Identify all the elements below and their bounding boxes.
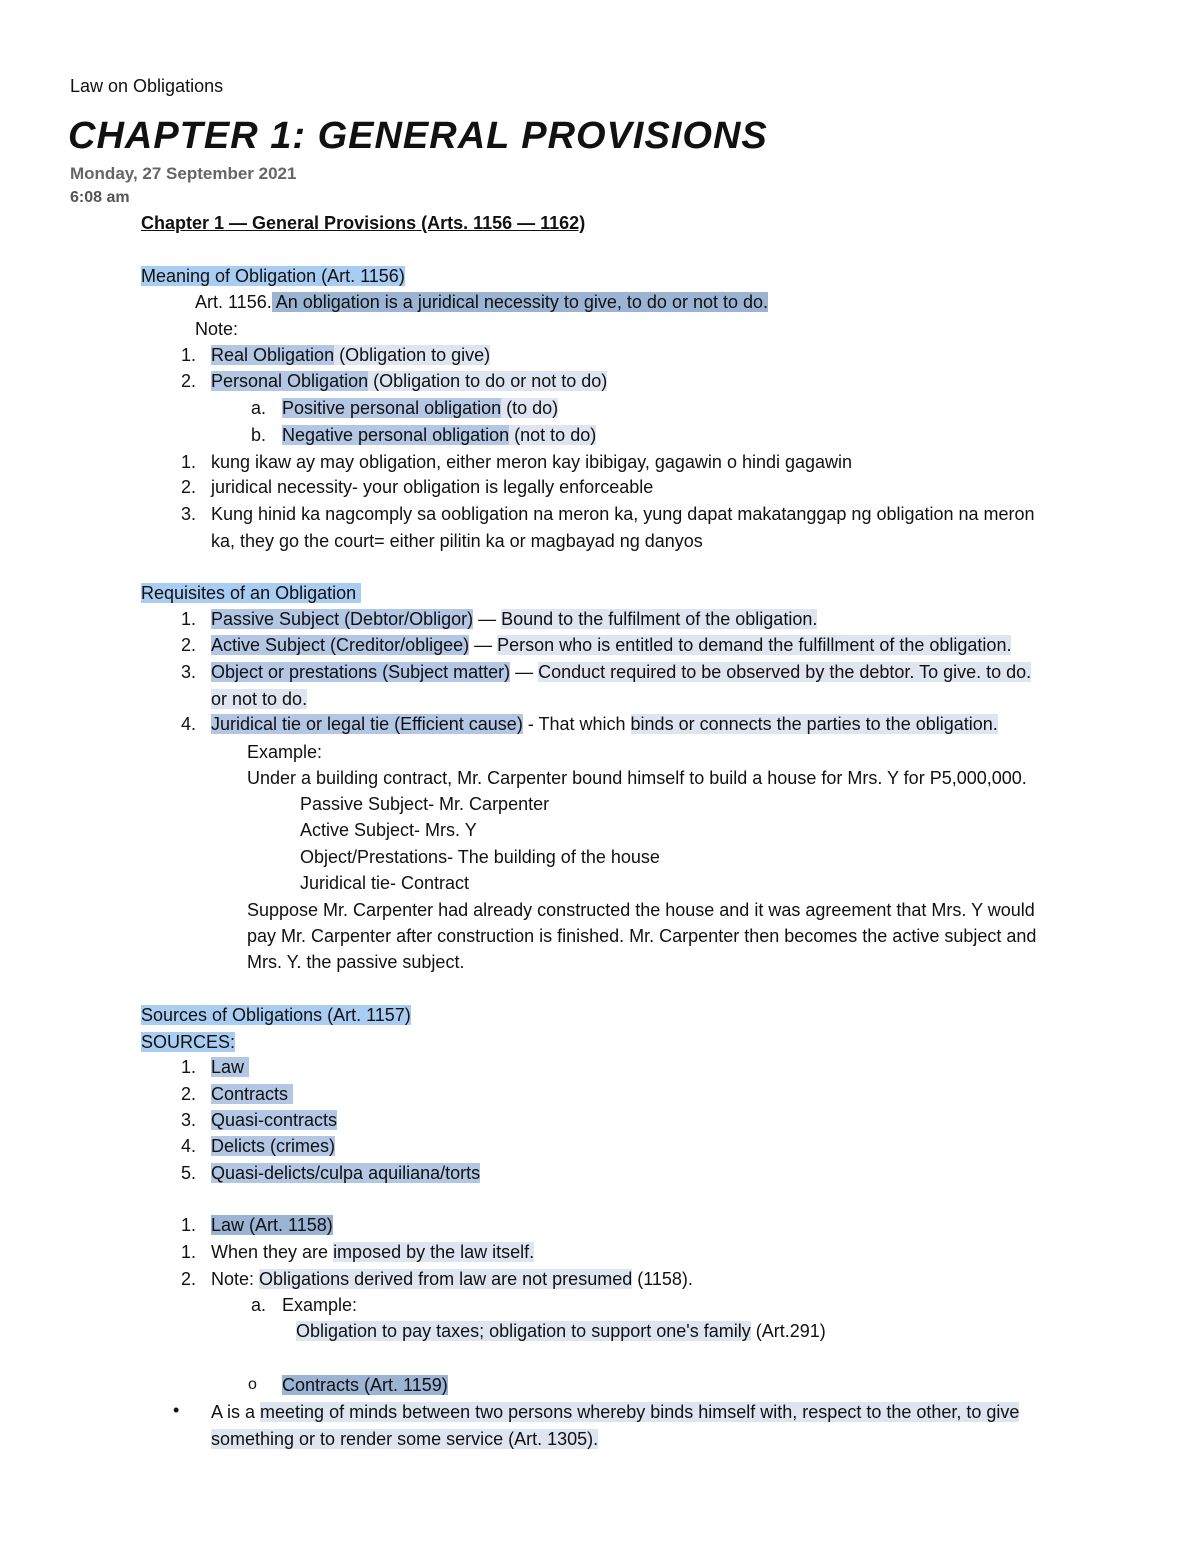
meaning-heading: Meaning of Obligation (Art. 1156): [141, 266, 405, 286]
example-part: Object/Prestations- The building of the house: [300, 847, 660, 867]
list-item: Passive Subject (Debtor/Obligor) — Bound to the fulfilment of the obligation.: [211, 609, 818, 629]
list-item: Active Subject (Creditor/obligee) — Person who is entitled to demand the fulfillment of the obligation.: [211, 635, 1012, 655]
list-item: Real Obligation (Obligation to give): [211, 345, 491, 365]
list-item-continuation: ka, they go the court= either pilitin ka or magbayad ng danyos: [211, 531, 703, 551]
list-letter: a.: [250, 1295, 266, 1315]
time-stamp: 6:08 am: [70, 189, 130, 206]
list-item: Quasi-contracts: [211, 1110, 338, 1130]
list-item: When they are imposed by the law itself.: [211, 1242, 535, 1262]
list-number: 1.: [180, 452, 196, 472]
list-item: Object or prestations (Subject matter) — Conduct required to be observed by the debtor. To give. to do.: [211, 662, 1032, 682]
list-item: Juridical tie or legal tie (Efficient cause) - That which binds or connects the parties to the obligation.: [211, 714, 998, 734]
contracts-definition: A is a meeting of minds between two persons whereby binds himself with, respect to the other, to give: [211, 1402, 1020, 1422]
list-item: juridical necessity- your obligation is legally enforceable: [211, 477, 654, 497]
list-number: 3.: [180, 1110, 196, 1130]
list-item: Contracts: [211, 1082, 293, 1106]
section-heading-requisites: Requisites of an Obligation: [141, 581, 361, 605]
list-item: Personal Obligation (Obligation to do or not to do): [211, 371, 608, 391]
list-item: Note: Obligations derived from law are not presumed (1158).: [211, 1269, 693, 1289]
list-number: 3.: [180, 662, 196, 682]
law-heading: Law (Art. 1158): [211, 1215, 333, 1235]
list-number: 2.: [180, 635, 196, 655]
list-number: 2.: [180, 1084, 196, 1104]
list-item: Delicts (crimes): [211, 1136, 335, 1156]
list-number: 2.: [180, 1269, 196, 1289]
list-number: 4.: [180, 714, 196, 734]
list-number: 2.: [180, 477, 196, 497]
note-label: Note:: [195, 319, 239, 339]
list-item: Law: [211, 1055, 249, 1079]
suppose-text: pay Mr. Carpenter after construction is finished. Mr. Carpenter then becomes the active subject and: [247, 926, 1037, 946]
bullet-icon: •: [173, 1400, 180, 1420]
article-prefix: Art. 1156.: [195, 292, 272, 312]
section-heading-meaning: [141, 264, 405, 288]
list-item: Positive personal obligation (to do): [282, 398, 559, 418]
list-number: 1.: [180, 1215, 196, 1235]
list-item: Negative personal obligation (not to do): [282, 425, 597, 445]
contracts-definition-cont: something or to render some service (Art. 1305).: [211, 1429, 599, 1449]
list-number: 1.: [180, 1242, 196, 1262]
document-header: Law on Obligations: [70, 76, 224, 96]
contracts-heading: Contracts (Art. 1159): [282, 1375, 448, 1395]
list-number: 5.: [180, 1163, 196, 1183]
list-number: 3.: [180, 504, 196, 524]
section-heading-sources: Sources of Obligations (Art. 1157): [141, 1005, 411, 1025]
article-text: An obligation is a juridical necessity to give, to do or not to do.: [271, 292, 769, 312]
example-label: Example:: [247, 742, 323, 762]
article-1156: [195, 290, 768, 314]
page-title: CHAPTER 1: GENERAL PROVISIONS: [68, 115, 768, 157]
circle-bullet-icon: o: [248, 1376, 257, 1393]
list-letter: a.: [250, 398, 266, 418]
list-number: 2.: [180, 371, 196, 391]
date-stamp: Monday, 27 September 2021: [70, 164, 297, 183]
example-text: Under a building contract, Mr. Carpenter bound himself to build a house for Mrs. Y for P5,000,000.: [247, 768, 1027, 788]
sources-label: SOURCES:: [141, 1032, 236, 1052]
list-number: 1.: [180, 345, 196, 365]
list-item: Kung hinid ka nagcomply sa oobligation na meron ka, yung dapat makatanggap ng obligation na meron: [211, 504, 1035, 524]
list-number: 4.: [180, 1136, 196, 1156]
example-part: Passive Subject- Mr. Carpenter: [300, 794, 550, 814]
suppose-text: Mrs. Y. the passive subject.: [247, 952, 465, 972]
example-part: Juridical tie- Contract: [300, 873, 470, 893]
list-item: kung ikaw ay may obligation, either meron kay ibibigay, gagawin o hindi gagawin: [211, 452, 853, 472]
example-part: Active Subject- Mrs. Y: [300, 820, 477, 840]
list-item: Quasi-delicts/culpa aquiliana/torts: [211, 1163, 481, 1183]
suppose-text: Suppose Mr. Carpenter had already constructed the house and it was agreement that Mrs. Y would: [247, 900, 1035, 920]
list-number: 1.: [180, 1057, 196, 1077]
list-item-continuation: or not to do.: [211, 689, 308, 709]
example-label: Example:: [282, 1295, 358, 1315]
chapter-heading: Chapter 1 — General Provisions (Arts. 1156 — 1162): [141, 213, 586, 233]
list-letter: b.: [250, 425, 266, 445]
example-text: Obligation to pay taxes; obligation to support one's family (Art.291): [296, 1321, 826, 1341]
list-number: 1.: [180, 609, 196, 629]
